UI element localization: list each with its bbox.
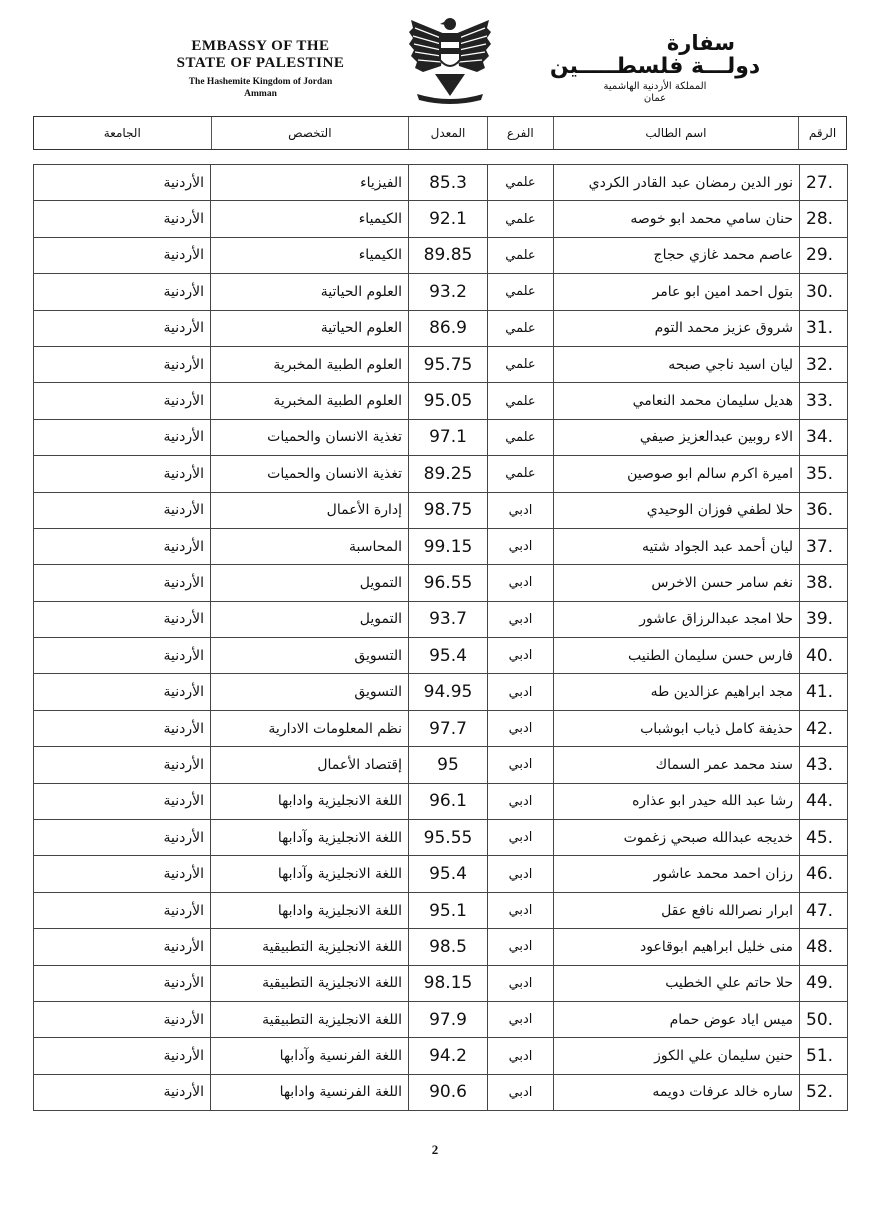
cell-average: 98.15 xyxy=(409,965,488,1001)
cell-specialization: التمويل xyxy=(211,601,409,637)
cell-specialization: الكيمياء xyxy=(211,237,409,273)
cell-specialization: الكيمياء xyxy=(211,201,409,237)
cell-student-name: خديجه عبدالله صبحي زغموت xyxy=(554,820,800,856)
cell-branch: علمي xyxy=(488,274,554,310)
table-row xyxy=(34,1038,848,1074)
cell-student-name: نور الدين رمضان عبد القادر الكردي xyxy=(554,165,800,201)
cell-student-name: فارس حسن سليمان الطنيب xyxy=(554,638,800,674)
cell-branch: ادبي xyxy=(488,747,554,783)
cell-number: 47. xyxy=(800,892,848,928)
cell-university: الأردنية xyxy=(34,747,211,783)
table-row xyxy=(34,165,848,201)
cell-average: 95.55 xyxy=(409,820,488,856)
cell-branch: ادبي xyxy=(488,674,554,710)
cell-student-name: شروق عزيز محمد التوم xyxy=(554,310,800,346)
cell-university: الأردنية xyxy=(34,820,211,856)
embassy-country-line: The Hashemite Kingdom of Jordan xyxy=(188,77,333,87)
embassy-ar-line1: سفارة xyxy=(666,31,735,55)
cell-student-name: ليان أحمد عبد الجواد شتيه xyxy=(554,528,800,564)
cell-average: 97.7 xyxy=(409,710,488,746)
embassy-city-line: Amman xyxy=(244,89,277,99)
cell-average: 98.75 xyxy=(409,492,488,528)
cell-student-name: ساره خالد عرفات دويمه xyxy=(554,1074,800,1110)
cell-number: 33. xyxy=(800,383,848,419)
cell-specialization: اللغة الانجليزية وآدابها xyxy=(211,856,409,892)
cell-branch: علمي xyxy=(488,383,554,419)
cell-university: الأردنية xyxy=(34,456,211,492)
cell-branch: ادبي xyxy=(488,965,554,1001)
table-row xyxy=(34,820,848,856)
cell-specialization: إقتصاد الأعمال xyxy=(211,747,409,783)
embassy-ar-city: عمان xyxy=(643,93,667,104)
cell-branch: ادبي xyxy=(488,820,554,856)
header-number: الرقم xyxy=(798,117,846,149)
cell-student-name: حلا حاتم علي الخطيب xyxy=(554,965,800,1001)
table-row xyxy=(34,274,848,310)
cell-average: 95.4 xyxy=(409,856,488,892)
cell-university: الأردنية xyxy=(34,638,211,674)
cell-branch: ادبي xyxy=(488,528,554,564)
cell-university: الأردنية xyxy=(34,310,211,346)
cell-average: 97.9 xyxy=(409,1001,488,1037)
cell-branch: ادبي xyxy=(488,565,554,601)
cell-number: 46. xyxy=(800,856,848,892)
table-row xyxy=(34,237,848,273)
cell-specialization: العلوم الطبية المخبرية xyxy=(211,383,409,419)
cell-number: 49. xyxy=(800,965,848,1001)
header-specialization: التخصص xyxy=(211,117,409,149)
cell-number: 38. xyxy=(800,565,848,601)
table-row xyxy=(34,892,848,928)
cell-number: 32. xyxy=(800,346,848,382)
cell-number: 43. xyxy=(800,747,848,783)
cell-student-name: عاصم محمد غازي حجاج xyxy=(554,237,800,273)
cell-average: 96.55 xyxy=(409,565,488,601)
cell-branch: علمي xyxy=(488,310,554,346)
cell-university: الأردنية xyxy=(34,201,211,237)
cell-specialization: اللغة الانجليزية التطبيقية xyxy=(211,1001,409,1037)
cell-student-name: رشا عبد الله حيدر ابو عذاره xyxy=(554,783,800,819)
cell-student-name: اميرة اكرم سالم ابو صوصين xyxy=(554,456,800,492)
cell-number: 52. xyxy=(800,1074,848,1110)
table-row xyxy=(34,965,848,1001)
cell-student-name: رزان احمد محمد عاشور xyxy=(554,856,800,892)
cell-university: الأردنية xyxy=(34,346,211,382)
cell-specialization: تغذية الانسان والحميات xyxy=(211,456,409,492)
embassy-title-line1: EMBASSY OF THE xyxy=(191,38,330,54)
cell-branch: ادبي xyxy=(488,929,554,965)
cell-average: 95.4 xyxy=(409,638,488,674)
cell-average: 85.3 xyxy=(409,165,488,201)
cell-specialization: التسويق xyxy=(211,638,409,674)
cell-student-name: ابرار نصرالله نافع عقل xyxy=(554,892,800,928)
cell-branch: ادبي xyxy=(488,1074,554,1110)
cell-university: الأردنية xyxy=(34,237,211,273)
cell-university: الأردنية xyxy=(34,565,211,601)
cell-number: 41. xyxy=(800,674,848,710)
table-row xyxy=(34,492,848,528)
table-row xyxy=(34,565,848,601)
cell-number: 30. xyxy=(800,274,848,310)
table-row xyxy=(34,1074,848,1110)
cell-average: 89.85 xyxy=(409,237,488,273)
cell-student-name: هديل سليمان محمد النعامي xyxy=(554,383,800,419)
cell-number: 39. xyxy=(800,601,848,637)
cell-average: 90.6 xyxy=(409,1074,488,1110)
table-row xyxy=(34,747,848,783)
letterhead-arabic xyxy=(535,32,775,105)
cell-student-name: حلا امجد عبدالرزاق عاشور xyxy=(554,601,800,637)
cell-branch: ادبي xyxy=(488,601,554,637)
cell-branch: علمي xyxy=(488,237,554,273)
cell-specialization: الفيزياء xyxy=(211,165,409,201)
cell-specialization: التسويق xyxy=(211,674,409,710)
cell-number: 28. xyxy=(800,201,848,237)
cell-university: الأردنية xyxy=(34,710,211,746)
table-row xyxy=(34,456,848,492)
cell-specialization: اللغة الانجليزية التطبيقية xyxy=(211,965,409,1001)
cell-specialization: اللغة الانجليزية وادابها xyxy=(211,783,409,819)
table-row xyxy=(34,856,848,892)
cell-average: 98.5 xyxy=(409,929,488,965)
cell-average: 89.25 xyxy=(409,456,488,492)
cell-university: الأردنية xyxy=(34,274,211,310)
table-row xyxy=(34,638,848,674)
cell-number: 48. xyxy=(800,929,848,965)
cell-specialization: العلوم الحياتية xyxy=(211,310,409,346)
cell-specialization: اللغة الفرنسية وادابها xyxy=(211,1074,409,1110)
embassy-title-line2: STATE OF PALESTINE xyxy=(176,55,345,71)
eagle-emblem-icon xyxy=(405,12,495,104)
cell-specialization: العلوم الحياتية xyxy=(211,274,409,310)
cell-specialization: المحاسبة xyxy=(211,528,409,564)
cell-specialization: التمويل xyxy=(211,565,409,601)
table-header xyxy=(33,116,847,150)
cell-student-name: نغم سامر حسن الاخرس xyxy=(554,565,800,601)
cell-specialization: اللغة الانجليزية وآدابها xyxy=(211,820,409,856)
cell-university: الأردنية xyxy=(34,601,211,637)
cell-branch: علمي xyxy=(488,201,554,237)
cell-university: الأردنية xyxy=(34,492,211,528)
table-row xyxy=(34,929,848,965)
cell-average: 95.75 xyxy=(409,346,488,382)
cell-average: 94.95 xyxy=(409,674,488,710)
header-branch: الفرع xyxy=(487,117,553,149)
letterhead-english xyxy=(148,38,373,100)
cell-number: 51. xyxy=(800,1038,848,1074)
cell-student-name: حنين سليمان علي الكوز xyxy=(554,1038,800,1074)
cell-university: الأردنية xyxy=(34,1074,211,1110)
cell-number: 35. xyxy=(800,456,848,492)
cell-branch: علمي xyxy=(488,456,554,492)
cell-specialization: العلوم الطبية المخبرية xyxy=(211,346,409,382)
cell-university: الأردنية xyxy=(34,674,211,710)
header-university: الجامعة xyxy=(103,126,141,140)
cell-branch: ادبي xyxy=(488,638,554,674)
cell-average: 93.2 xyxy=(409,274,488,310)
cell-number: 45. xyxy=(800,820,848,856)
cell-university: الأردنية xyxy=(34,783,211,819)
cell-specialization: اللغة الانجليزية التطبيقية xyxy=(211,929,409,965)
cell-university: الأردنية xyxy=(34,892,211,928)
table-row xyxy=(34,528,848,564)
cell-branch: ادبي xyxy=(488,856,554,892)
cell-university: الأردنية xyxy=(34,165,211,201)
cell-university: الأردنية xyxy=(34,1038,211,1074)
cell-student-name: الاء روبين عبدالعزيز صيفي xyxy=(554,419,800,455)
cell-branch: ادبي xyxy=(488,1038,554,1074)
cell-average: 94.2 xyxy=(409,1038,488,1074)
cell-branch: علمي xyxy=(488,419,554,455)
header-name: اسم الطالب xyxy=(553,117,798,149)
table-row xyxy=(34,383,848,419)
cell-number: 37. xyxy=(800,528,848,564)
cell-student-name: ليان اسيد ناجي صبحه xyxy=(554,346,800,382)
cell-average: 95 xyxy=(409,747,488,783)
table-row xyxy=(34,419,848,455)
cell-branch: ادبي xyxy=(488,710,554,746)
cell-specialization: اللغة الفرنسية وآدابها xyxy=(211,1038,409,1074)
cell-branch: ادبي xyxy=(488,783,554,819)
cell-specialization: تغذية الانسان والحميات xyxy=(211,419,409,455)
cell-university: الأردنية xyxy=(34,1001,211,1037)
cell-average: 99.15 xyxy=(409,528,488,564)
cell-university: الأردنية xyxy=(34,929,211,965)
cell-average: 95.05 xyxy=(409,383,488,419)
cell-average: 95.1 xyxy=(409,892,488,928)
table-row xyxy=(34,783,848,819)
cell-student-name: حلا لطفي فوزان الوحيدي xyxy=(554,492,800,528)
cell-university: الأردنية xyxy=(34,965,211,1001)
table-row xyxy=(34,674,848,710)
cell-number: 40. xyxy=(800,638,848,674)
header-average: المعدل xyxy=(408,117,487,149)
cell-average: 92.1 xyxy=(409,201,488,237)
page-number: 2 xyxy=(431,1142,439,1157)
cell-student-name: سند محمد عمر السماك xyxy=(554,747,800,783)
cell-average: 97.1 xyxy=(409,419,488,455)
cell-branch: ادبي xyxy=(488,1001,554,1037)
cell-number: 27. xyxy=(800,165,848,201)
cell-branch: ادبي xyxy=(488,492,554,528)
cell-number: 50. xyxy=(800,1001,848,1037)
cell-specialization: نظم المعلومات الادارية xyxy=(211,710,409,746)
cell-branch: علمي xyxy=(488,346,554,382)
cell-university: الأردنية xyxy=(34,419,211,455)
cell-branch: علمي xyxy=(488,165,554,201)
table-row xyxy=(34,201,848,237)
cell-average: 96.1 xyxy=(409,783,488,819)
embassy-ar-line2: دولـــة فلسطـــــين xyxy=(549,54,761,79)
table-row xyxy=(34,310,848,346)
cell-student-name: مجد ابراهيم عزالدين طه xyxy=(554,674,800,710)
cell-number: 31. xyxy=(800,310,848,346)
cell-specialization: اللغة الانجليزية وادابها xyxy=(211,892,409,928)
cell-student-name: ميس اياد عوض حمام xyxy=(554,1001,800,1037)
cell-average: 86.9 xyxy=(409,310,488,346)
cell-branch: ادبي xyxy=(488,892,554,928)
table-row xyxy=(34,346,848,382)
cell-student-name: حنان سامي محمد ابو خوصه xyxy=(554,201,800,237)
cell-university: الأردنية xyxy=(34,383,211,419)
cell-student-name: حذيفة كامل ذياب ابوشباب xyxy=(554,710,800,746)
cell-number: 29. xyxy=(800,237,848,273)
table-row xyxy=(34,710,848,746)
cell-university: الأردنية xyxy=(34,856,211,892)
cell-specialization: إدارة الأعمال xyxy=(211,492,409,528)
table-row xyxy=(34,601,848,637)
embassy-ar-country: المملكة الأردنية الهاشمية xyxy=(603,81,707,92)
cell-student-name: بتول احمد امين ابو عامر xyxy=(554,274,800,310)
cell-university: الأردنية xyxy=(34,528,211,564)
students-table xyxy=(33,164,848,1111)
cell-number: 34. xyxy=(800,419,848,455)
cell-average: 93.7 xyxy=(409,601,488,637)
cell-number: 42. xyxy=(800,710,848,746)
table-row xyxy=(34,1001,848,1037)
cell-number: 44. xyxy=(800,783,848,819)
cell-number: 36. xyxy=(800,492,848,528)
cell-student-name: منى خليل ابراهيم ابوقاعود xyxy=(554,929,800,965)
